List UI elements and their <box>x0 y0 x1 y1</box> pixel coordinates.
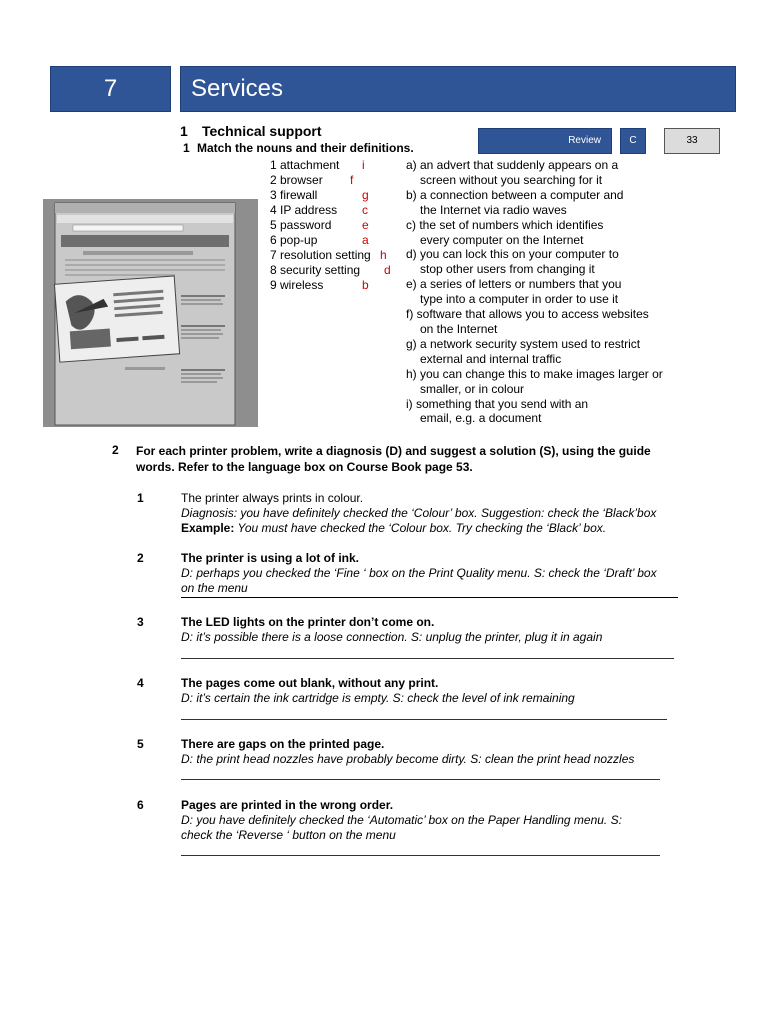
noun-item <box>270 188 371 203</box>
definition-continuation: external and internal traffic <box>420 351 562 366</box>
item-2 <box>181 551 661 596</box>
level-box: C <box>620 128 646 154</box>
answer-line <box>181 658 674 659</box>
item-answer: D: you have definitely checked the ‘Automatic’ box on the Paper Handling menu. S: check the ‘Reverse ‘ button on the menu <box>181 813 622 842</box>
definition-continuation: every computer on the Internet <box>420 232 584 247</box>
noun-answer: c <box>362 203 368 217</box>
item-diagnosis: Diagnosis: you have definitely checked the ‘Colour’ box. Suggestion: check the ‘Black’box <box>181 506 657 520</box>
exercise1-instruction <box>183 141 414 155</box>
noun-item <box>270 278 371 293</box>
definition-first-line: c) the set of numbers which identifies <box>406 217 604 232</box>
item-number: 6 <box>137 798 144 812</box>
definition-item <box>406 337 696 367</box>
noun-label: 1 attachment <box>270 158 340 172</box>
definition-item <box>406 367 696 397</box>
item-problem: The pages come out blank, without any print. <box>181 676 439 690</box>
definition-first-line: f) software that allows you to access websites <box>406 307 649 322</box>
section-title-text: Technical support <box>202 123 322 139</box>
noun-label: 6 pop-up <box>270 233 318 247</box>
item-example <box>181 521 681 536</box>
browser-photo <box>43 199 258 427</box>
answer-line <box>181 719 667 720</box>
noun-label: 2 browser <box>270 173 323 187</box>
noun-item <box>270 218 371 233</box>
definition-item <box>406 277 696 307</box>
item-number: 3 <box>137 615 144 629</box>
item-5 <box>181 737 681 767</box>
noun-answer: e <box>362 218 369 232</box>
item-number: 2 <box>137 551 144 565</box>
unit-number-box: 7 <box>50 66 171 112</box>
example-label: Example: <box>181 521 235 535</box>
noun-label: 5 password <box>270 218 332 232</box>
definition-first-line: a) an advert that suddenly appears on a <box>406 158 619 172</box>
noun-answer: d <box>384 263 391 277</box>
item-answer: D: it’s possible there is a loose connection. S: unplug the printer, plug it in again <box>181 630 603 644</box>
definition-continuation: on the Internet <box>420 321 498 336</box>
item-number: 5 <box>137 737 144 751</box>
noun-item <box>270 158 371 173</box>
item-3 <box>181 615 681 645</box>
noun-item <box>270 173 371 188</box>
definition-first-line: d) you can lock this on your computer to <box>406 247 619 262</box>
definition-continuation: smaller, or in colour <box>420 381 525 396</box>
answer-line <box>181 597 678 598</box>
answer-line <box>181 855 660 856</box>
noun-item <box>270 203 371 218</box>
noun-answer: g <box>362 188 369 202</box>
example-text: You must have checked the ‘Colour box. Try checking the ‘Black’ box. <box>234 521 607 535</box>
noun-item <box>270 263 391 278</box>
section-title <box>180 123 322 139</box>
item-problem: Pages are printed in the wrong order. <box>181 798 394 812</box>
item-problem: The printer is using a lot of ink. <box>181 551 360 565</box>
review-label-box: Review <box>478 128 612 154</box>
definition-first-line: b) a connection between a computer and <box>406 187 624 202</box>
definition-item <box>406 397 696 427</box>
item-answer: D: perhaps you checked the ‘Fine ‘ box on the Print Quality menu. S: check the ‘Draft’ box on the menu <box>181 566 657 595</box>
item-problem: The LED lights on the printer don’t come on. <box>181 615 435 629</box>
definition-first-line: h) you can change this to make images larger or <box>406 366 663 381</box>
noun-answer: b <box>362 278 369 292</box>
definition-first-line: e) a series of letters or numbers that you <box>406 277 622 292</box>
exercise2-instruction: For each printer problem, write a diagnosis (D) and suggest a solution (S), using the guide words. Refer to the language box on Course Book page 53. <box>136 444 651 474</box>
definition-item <box>406 307 696 337</box>
section-number: 1 <box>180 123 188 139</box>
item-problem: The printer always prints in colour. <box>181 491 364 505</box>
noun-answer: i <box>362 158 365 172</box>
definition-continuation: type into a computer in order to use it <box>420 292 619 307</box>
noun-list <box>270 158 391 293</box>
browser-photo-illustration <box>43 199 258 427</box>
exercise2-number: 2 <box>112 443 119 457</box>
definition-continuation: the Internet via radio waves <box>420 202 567 217</box>
unit-title-box: Services <box>180 66 736 112</box>
item-answer: D: the print head nozzles have probably become dirty. S: clean the print head nozzles <box>181 752 635 766</box>
noun-answer: f <box>350 173 354 187</box>
item-6 <box>181 798 651 843</box>
definition-continuation: email, e.g. a document <box>420 411 542 426</box>
definition-item <box>406 158 696 188</box>
page-number-box: 33 <box>664 128 720 154</box>
definition-list <box>406 158 696 426</box>
noun-label: 8 security setting <box>270 263 361 277</box>
item-number: 1 <box>137 491 144 505</box>
noun-answer: h <box>380 248 387 262</box>
definition-item <box>406 247 696 277</box>
definition-continuation: stop other users from changing it <box>420 262 595 277</box>
definition-item <box>406 218 696 248</box>
noun-label: 4 IP address <box>270 203 338 217</box>
noun-item <box>270 233 371 248</box>
item-1 <box>181 491 681 536</box>
noun-label: 7 resolution setting <box>270 248 371 262</box>
definition-first-line: g) a network security system used to restrict <box>406 336 641 351</box>
item-number: 4 <box>137 676 144 690</box>
noun-label: 3 firewall <box>270 188 318 202</box>
item-4 <box>181 676 681 706</box>
exercise1-number: 1 <box>183 141 190 155</box>
noun-answer: a <box>362 233 369 247</box>
definition-item <box>406 188 696 218</box>
item-answer: D: it’s certain the ink cartridge is empty. S: check the level of ink remaining <box>181 691 575 705</box>
definition-first-line: i) something that you send with an <box>406 396 589 411</box>
noun-label: 9 wireless <box>270 278 324 292</box>
answer-line <box>181 779 660 780</box>
item-problem: There are gaps on the printed page. <box>181 737 385 751</box>
exercise1-instruction-text: Match the nouns and their definitions. <box>197 141 414 155</box>
definition-continuation: screen without you searching for it <box>420 172 603 187</box>
noun-item <box>270 248 387 263</box>
